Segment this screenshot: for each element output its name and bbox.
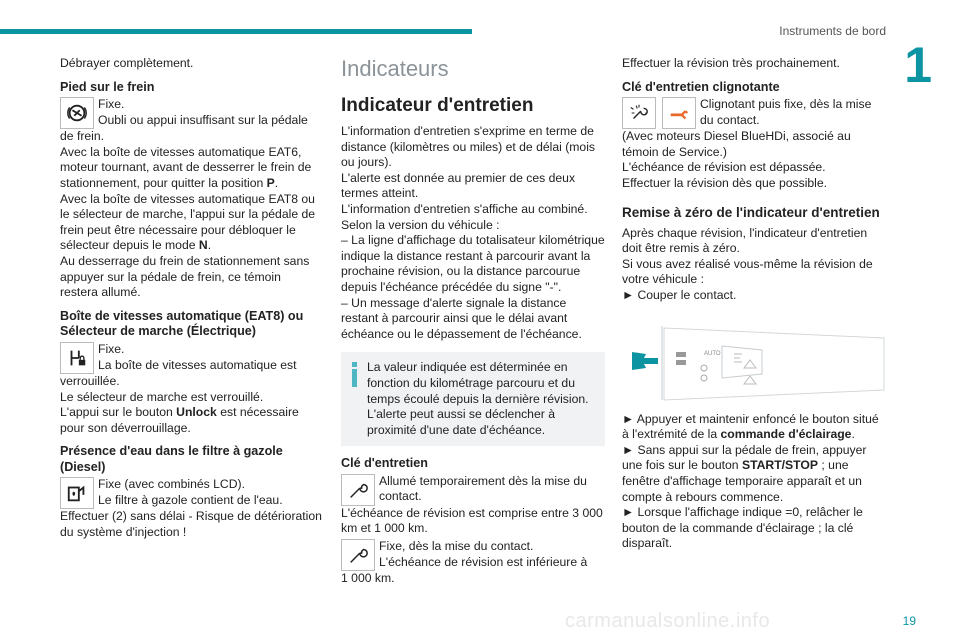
chapter-number: 1 [904, 37, 932, 93]
pied-frein-row [60, 97, 322, 129]
clign-body-2: L'échéance de révision est dépassée. [622, 160, 826, 175]
header-accent-bar [0, 29, 472, 34]
reset-step-2: ► Appuyer et maintenir enfoncé le bouton situé à l'extrémité de la commande d'éclairage. [622, 411, 879, 442]
section-title-boite: Boîte de vitesses automatique (EAT8) ou Sélecteur de marche (Électrique) [60, 308, 304, 339]
lighting-stalk-illustration [622, 318, 886, 402]
gear-selector-lock-icon [60, 342, 94, 374]
cle2-line-1: Fixe, dès la mise du contact. [379, 539, 534, 554]
info-text: La valeur indiquée est déterminée en fonction du kilométrage parcouru et du temps écoulé depuis la dernière révision. L'alerte peut aussi se déclencher à proximité d'une date d'échéance. [367, 360, 589, 437]
heading-indicateurs: Indicateurs [341, 56, 449, 81]
info-icon [349, 362, 359, 387]
clign-line-1: Clignotant puis fixe, dès la mise du contact. [700, 97, 872, 127]
entretien-p2: L'alerte est donnée au premier de ces deux termes atteint. [341, 170, 576, 201]
cle-body-1: L'échéance de révision est comprise entre 3 000 km et 1 000 km. [341, 505, 603, 536]
boite-body-3: L'appui sur le bouton Unlock est nécessaire pour son déverrouillage. [60, 405, 299, 435]
cle-row-2 [341, 539, 605, 571]
boite-body-2: Le sélecteur de marche est verrouillé. [60, 389, 264, 404]
wrench-icon [341, 539, 375, 571]
brake-pedal-icon [60, 97, 94, 129]
boite-line-2: La boîte de vitesses automatique est [98, 357, 297, 372]
section-title-clignotante: Clé d'entretien clignotante [622, 79, 780, 94]
reset-step-4: ► Lorsque l'affichage indique =0, relâcher le bouton de la commande d'éclairage ; la clé disparaît. [622, 505, 863, 551]
boite-body-1: verrouillée. [60, 373, 120, 388]
section-title-eau: Présence d'eau dans le filtre à gazole (Diesel) [60, 444, 283, 474]
cle2-body: 1 000 km. [341, 571, 395, 586]
boite-row [60, 342, 322, 374]
col3-top: Effectuer la révision très prochainement. [622, 56, 840, 70]
pied-paragraph-eat8: Avec la boîte de vitesses automatique EAT8 ou le sélecteur de marche, l'appui sur la pédale de frein peut être nécessaire pour débloquer le sélecteur depuis le mode N. [60, 191, 316, 253]
entretien-p1: L'information d'entretien s'exprime en terme de distance (kilomètres ou miles) et de délai (mois ou jours). [341, 124, 596, 170]
cle-line-1: Allumé temporairement dès la mise du contact. [379, 473, 587, 504]
section-title-remise-zero: Remise à zéro de l'indicateur d'entretien [622, 204, 880, 220]
intro-text: Débrayer complètement. [60, 56, 194, 70]
eau-body: Effectuer (2) sans délai - Risque de détérioration du système d'injection ! [60, 509, 322, 540]
column-3 [622, 56, 886, 552]
pied-line-1: Fixe. [98, 97, 125, 112]
column-1 [60, 56, 322, 541]
reset-step-1: ► Couper le contact. [622, 287, 737, 302]
cle2-line-2: L'échéance de révision est inférieure à [379, 554, 588, 569]
boite-line-1: Fixe. [98, 341, 125, 356]
reset-p1: Après chaque révision, l'indicateur d'entretien doit être remis à zéro. [622, 225, 868, 256]
water-fuel-filter-icon [60, 477, 94, 509]
pied-paragraph-desserrage: Au desserrage du frein de stationnement sans appuyer sur la pédale de frein, ce témoin restera allumé. [60, 253, 310, 300]
stalk-auto-label: AUTO [704, 350, 721, 357]
pied-paragraph-eat6: Avec la boîte de vitesses automatique EAT6, moteur tournant, avant de desserrer le frein de stationnement, pour quitter la position P. [60, 144, 312, 190]
page-number: 19 [902, 614, 916, 628]
info-box [341, 352, 605, 446]
eau-line-2: Le filtre à gazole contient de l'eau. [98, 493, 283, 508]
section-title-cle: Clé d'entretien [341, 456, 428, 471]
clign-body-3: Effectuer la révision dès que possible. [622, 175, 828, 190]
cle-row-1 [341, 474, 605, 506]
section-title-pied-frein: Pied sur le frein [60, 79, 155, 94]
entretien-p5: – Un message d'alerte signale la distance restant à parcourir ainsi que le délai avant échéance ou le dépassement de l'échéance. [341, 295, 582, 341]
wrench-flashing-icon [622, 97, 656, 129]
wrench-icon [341, 474, 375, 506]
heading-indicateur-entretien: Indicateur d'entretien [341, 95, 534, 116]
pied-body: de frein. [60, 129, 105, 144]
clign-row [622, 97, 886, 129]
running-head: Instruments de bord [779, 24, 886, 38]
pied-line-2: Oubli ou appui insuffisant sur la pédale [98, 112, 308, 127]
eau-line-1: Fixe (avec combinés LCD). [98, 477, 245, 492]
reset-p2: Si vous avez réalisé vous-même la révision de votre véhicule : [622, 256, 873, 287]
entretien-p4: – La ligne d'affichage du totalisateur kilométrique indique la distance restant à parcourir avant la prochaine révision, ou la distance parcourue depuis l'échéance précédée du signe "-". [341, 233, 605, 294]
entretien-p3: L'information d'entretien s'affiche au combiné. Selon la version du véhicule : [341, 201, 588, 232]
reset-step-3: ► Sans appui sur la pédale de frein, appuyer une fois sur le bouton START/STOP ; une fenêtre d'affichage temporaire apparaît et un compte à rebours commence. [622, 442, 867, 504]
eau-row [60, 477, 322, 509]
wrench-icon [662, 97, 696, 129]
clign-body-1: (Avec moteurs Diesel BlueHDi, associé au témoin de Service.) [622, 129, 851, 159]
column-2 [341, 56, 605, 587]
watermark: carmanualsonline.info [565, 610, 771, 632]
